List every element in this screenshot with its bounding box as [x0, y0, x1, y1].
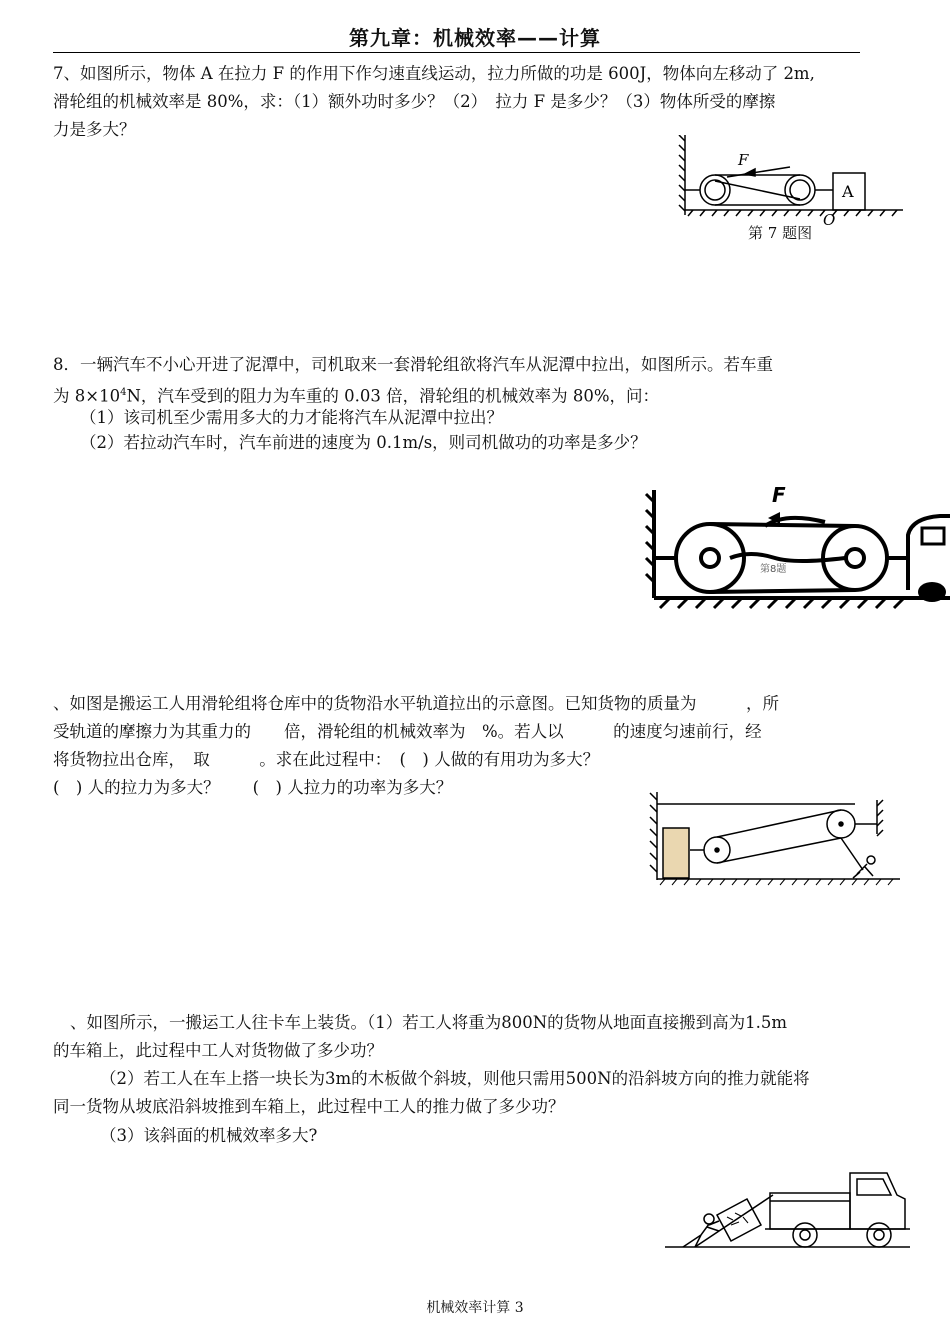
q8-figure-caption: 第8题: [760, 564, 787, 575]
q10-figure: [665, 1155, 915, 1255]
q8-line-3: （1）该司机至少需用多大的力才能将汽车从泥潭中拉出？: [80, 408, 503, 427]
q7-block-label: A: [842, 182, 854, 201]
q9-line-1: 、如图是搬运工人用滑轮组将仓库中的货物沿水平轨道拉出的示意图。已知货物的质量为 ，所: [53, 694, 779, 713]
q8-force-label: F: [772, 483, 786, 507]
page-footer: 机械效率计算 3: [426, 1300, 524, 1316]
q7-line-1: 7、如图所示，物体 A 在拉力 F 的作用下作匀速直线运动，拉力所做的功是 600J，物体向左移动了 2m,: [53, 64, 815, 83]
q9-cargo-box: [663, 828, 689, 878]
q9-line-4: ( ) 人的拉力为多大？ ( ) 人拉力的功率为多大？: [53, 778, 453, 797]
q10-line-4: 同一货物从坡底沿斜坡推到车箱上，此过程中工人的推力做了多少功？: [53, 1097, 565, 1116]
q10-line-2: 的车箱上，此过程中工人对货物做了多少功？: [53, 1041, 383, 1060]
q8-line-4: （2）若拉动汽车时，汽车前进的速度为 0.1m/s，则司机做功的功率是多少？: [80, 433, 647, 452]
page-title: 第九章：机械效率——计算: [349, 26, 601, 50]
title-underline: [53, 52, 860, 53]
q10-line-1: 、如图所示，一搬运工人往卡车上装货。（1）若工人将重为800N的货物从地面直接搬到高为1.5m: [70, 1013, 788, 1032]
q9-line-2: 受轨道的摩擦力为其重力的 倍，滑轮组的机械效率为 %。若人以 的速度匀速前行，经: [53, 722, 762, 741]
q9-line-3: 将货物拉出仓库， 取 。求在此过程中： ( ) 人做的有用功为多大？: [53, 750, 600, 769]
q9-figure: [645, 790, 905, 890]
q7-line-3: 力是多大？: [53, 120, 136, 139]
q7-line-2: 滑轮组的机械效率是 80%，求：（1）额外功时多少？（2） 拉力 F 是多少？（3）物体所受的摩擦: [53, 92, 776, 111]
q8-line-1: 8．一辆汽车不小心开进了泥潭中，司机取来一套滑轮组欲将汽车从泥潭中拉出，如图所示。若车重: [53, 355, 773, 374]
q8-figure: [640, 480, 950, 610]
q7-figure: [675, 135, 910, 225]
q7-force-label: F: [738, 151, 749, 169]
q10-line-3: （2）若工人在车上搭一块长为3m的木板做个斜坡，则他只需用500N的沿斜坡方向的推力就能将: [100, 1069, 810, 1088]
q8-line-2: 为 $8\times 10^4N$，汽车受到的阻力为车重的 0.03 倍，滑轮组的机械效率为 80%，问：: [53, 386, 660, 406]
q7-point-label: O: [823, 211, 836, 225]
q10-line-5: （3）该斜面的机械效率多大?: [100, 1126, 318, 1145]
q7-caption: 第 7 题图: [748, 224, 813, 242]
